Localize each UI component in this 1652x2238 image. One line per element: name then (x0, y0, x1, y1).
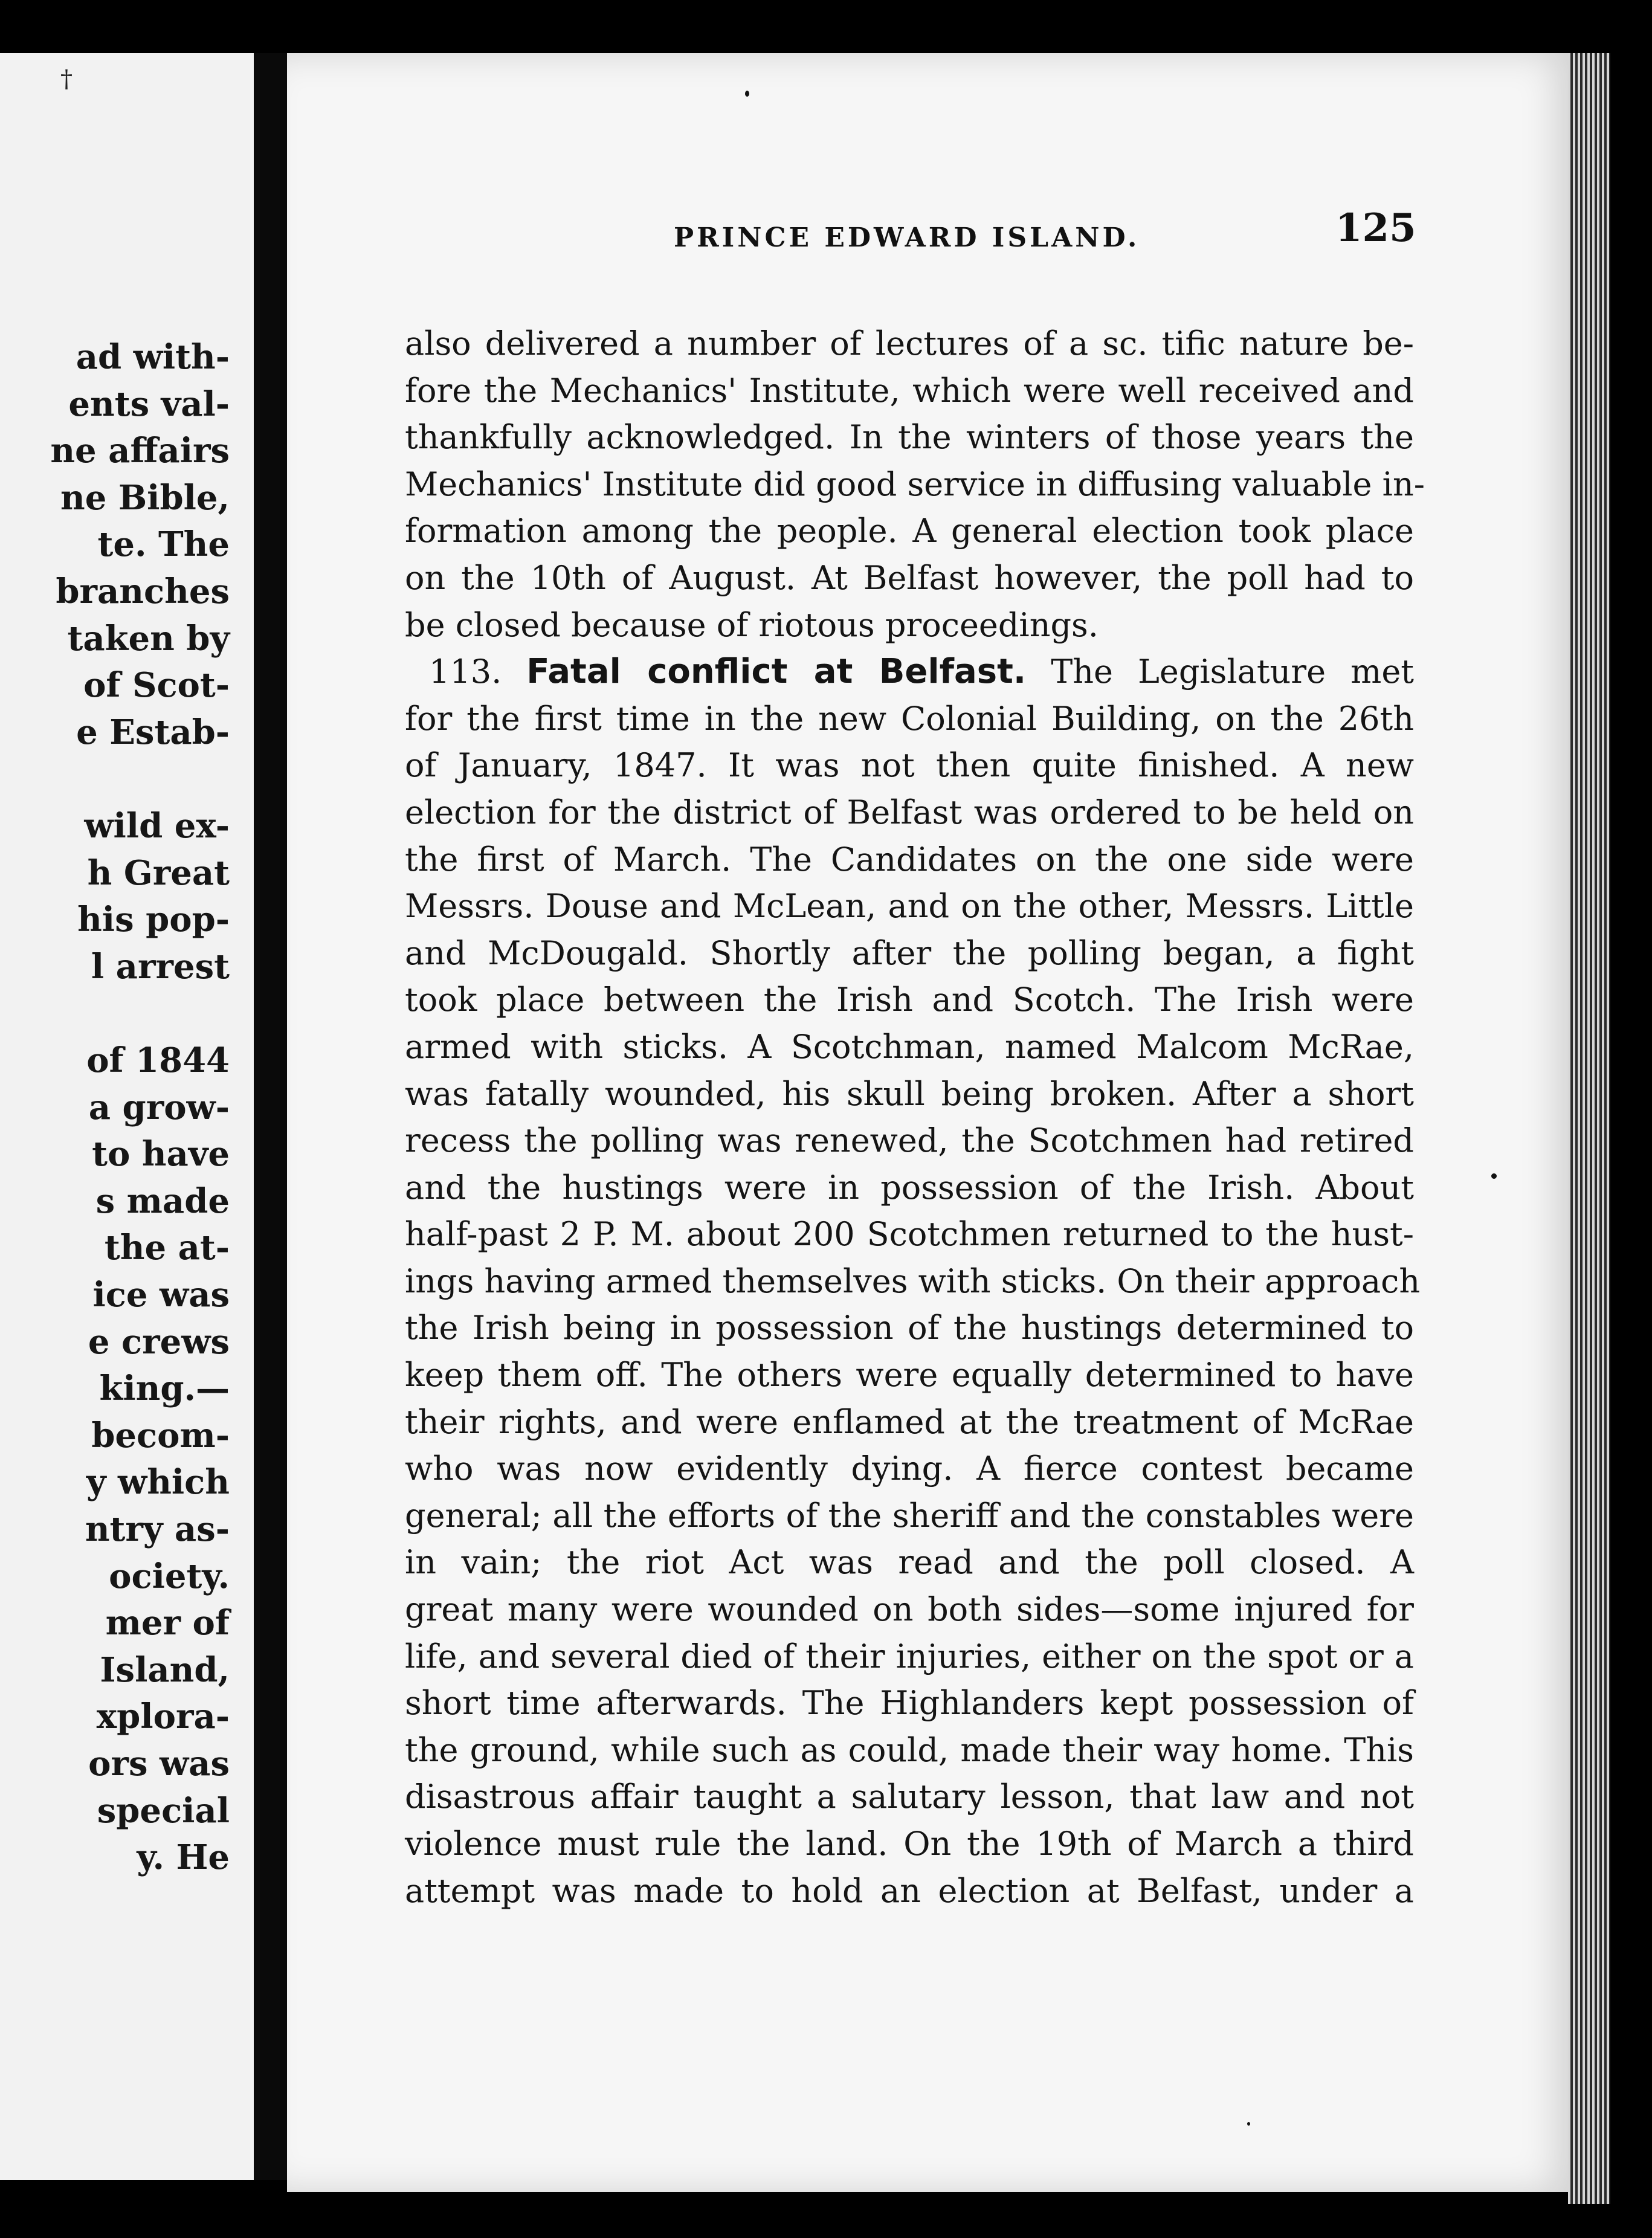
text-line: Mechanics' Institute did good service in diffusing valuable in- (405, 465, 1425, 503)
text-line: the first of March. The Candidates on the one side were (405, 840, 1414, 879)
section-number: 113. (429, 653, 502, 691)
left-page-line: ne Bible, (60, 477, 230, 518)
text-line: and the hustings were in possession of the Irish. About (405, 1168, 1414, 1207)
text-line: attempt was made to hold an election at Belfast, under a (405, 1871, 1414, 1910)
left-page-line: ne affairs (50, 431, 230, 471)
left-page-line: mer of (105, 1603, 230, 1643)
left-page-line: te. The (97, 524, 230, 565)
left-page-line: a grow- (88, 1087, 230, 1127)
left-page-line: his pop- (77, 900, 230, 940)
text-line: their rights, and were enflamed at the treatment of McRae (405, 1402, 1414, 1441)
left-page-line: ice was (92, 1275, 230, 1315)
section-heading: Fatal conflict at Belfast. (526, 652, 1027, 692)
page-edges (1568, 53, 1610, 2204)
text-line: thankfully acknowledged. In the winters of those years the (405, 418, 1414, 457)
text-line: general; all the efforts of the sheriff and the constables were (405, 1496, 1414, 1535)
left-page-line: becom- (91, 1415, 230, 1456)
text-line: on the 10th of August. At Belfast however, the poll had to (405, 558, 1414, 597)
left-page-line: y. He (137, 1837, 230, 1878)
left-page-line: ntry as- (85, 1509, 230, 1549)
text-line: ings having armed themselves with sticks. On their approach (405, 1262, 1421, 1300)
left-page-mark: † (60, 65, 73, 93)
text-line: took place between the Irish and Scotch. The Irish were (405, 981, 1414, 1019)
left-page-line: xplora- (96, 1697, 230, 1737)
text-line: and McDougald. Shortly after the polling began, a fight (405, 934, 1414, 972)
text-line: who was now evidently dying. A fierce contest became (405, 1450, 1414, 1488)
left-facing-page (0, 53, 254, 2180)
left-page-line: taken by (67, 618, 230, 659)
left-page-line: king.— (99, 1369, 230, 1409)
left-page-line: branches (56, 572, 230, 611)
text-line: the Irish being in possession of the hustings determined to (405, 1309, 1414, 1347)
left-page-line: s made (95, 1181, 230, 1221)
print-speck (1491, 1173, 1497, 1179)
text-line: election for the district of Belfast was ordered to be held on (405, 793, 1414, 831)
text-line: armed with sticks. A Scotchman, named Malcom McRae, (405, 1027, 1414, 1066)
text-line: of January, 1847. It was not then quite finished. A new (405, 746, 1414, 785)
page-number: 125 (1335, 205, 1416, 251)
text-line: keep them off. The others were equally determined to have (405, 1356, 1414, 1395)
left-page-line: the at- (104, 1228, 230, 1268)
text-line: great many were wounded on both sides—some injured for (405, 1590, 1414, 1629)
left-page-line: special (97, 1790, 230, 1831)
left-page-line: ors was (88, 1744, 230, 1784)
text-line: in vain; the riot Act was read and the poll closed. A (405, 1543, 1414, 1582)
left-page-line: of 1844 (86, 1040, 230, 1080)
text-line: violence must rule the land. On the 19th of March a third (405, 1825, 1414, 1863)
print-speck (745, 91, 749, 97)
text-line: recess the polling was renewed, the Scotchmen had retired (405, 1121, 1414, 1160)
left-page-line: of Scot- (83, 665, 230, 706)
left-page-line: y which (86, 1462, 230, 1503)
left-page-line: to have (92, 1134, 230, 1175)
left-page-line: e Estab- (76, 712, 230, 752)
left-page-line: ents val- (68, 384, 230, 424)
text-line: disastrous affair taught a salutary lesson, that law and not (405, 1778, 1414, 1816)
text-line: fore the Mechanics' Institute, which were well received and (405, 371, 1414, 410)
running-head: PRINCE EDWARD ISLAND. (674, 222, 1140, 253)
book-gutter (254, 53, 290, 2180)
left-page-line: l arrest (91, 946, 230, 987)
left-page-line: Island, (100, 1649, 230, 1690)
paragraph-2 (405, 648, 1421, 1914)
text-line: Messrs. Douse and McLean, and on the other, Messrs. Little (405, 887, 1414, 926)
first-line-rest: The Legislature met (1051, 653, 1414, 691)
text-line: was fatally wounded, his skull being broken. After a short (405, 1074, 1414, 1113)
text-line: be closed because of riotous proceedings. (405, 605, 1099, 644)
left-page-line: e crews (88, 1321, 230, 1362)
print-speck (1247, 2122, 1250, 2126)
text-line: for the first time in the new Colonial Building, on the 26th (405, 699, 1414, 738)
paragraph-2-first-line (405, 648, 1414, 695)
left-page-line: ociety. (109, 1556, 230, 1596)
left-page-line: h Great (87, 853, 230, 893)
text-line: life, and several died of their injuries, either on the spot or a (405, 1637, 1414, 1675)
text-line: formation among the people. A general election took place (405, 512, 1414, 550)
paragraph-1 (405, 320, 1425, 648)
text-line: short time afterwards. The Highlanders kept possession of (405, 1684, 1414, 1723)
text-line: half-past 2 P. M. about 200 Scotchmen returned to the hust- (405, 1215, 1414, 1254)
left-page-line: wild ex- (84, 806, 230, 846)
body-text (405, 320, 1425, 1914)
text-line: also delivered a number of lectures of a sc. tific nature be- (405, 324, 1414, 363)
left-page-line: ad with- (76, 337, 230, 377)
text-line: the ground, while such as could, made their way home. This (405, 1730, 1414, 1769)
